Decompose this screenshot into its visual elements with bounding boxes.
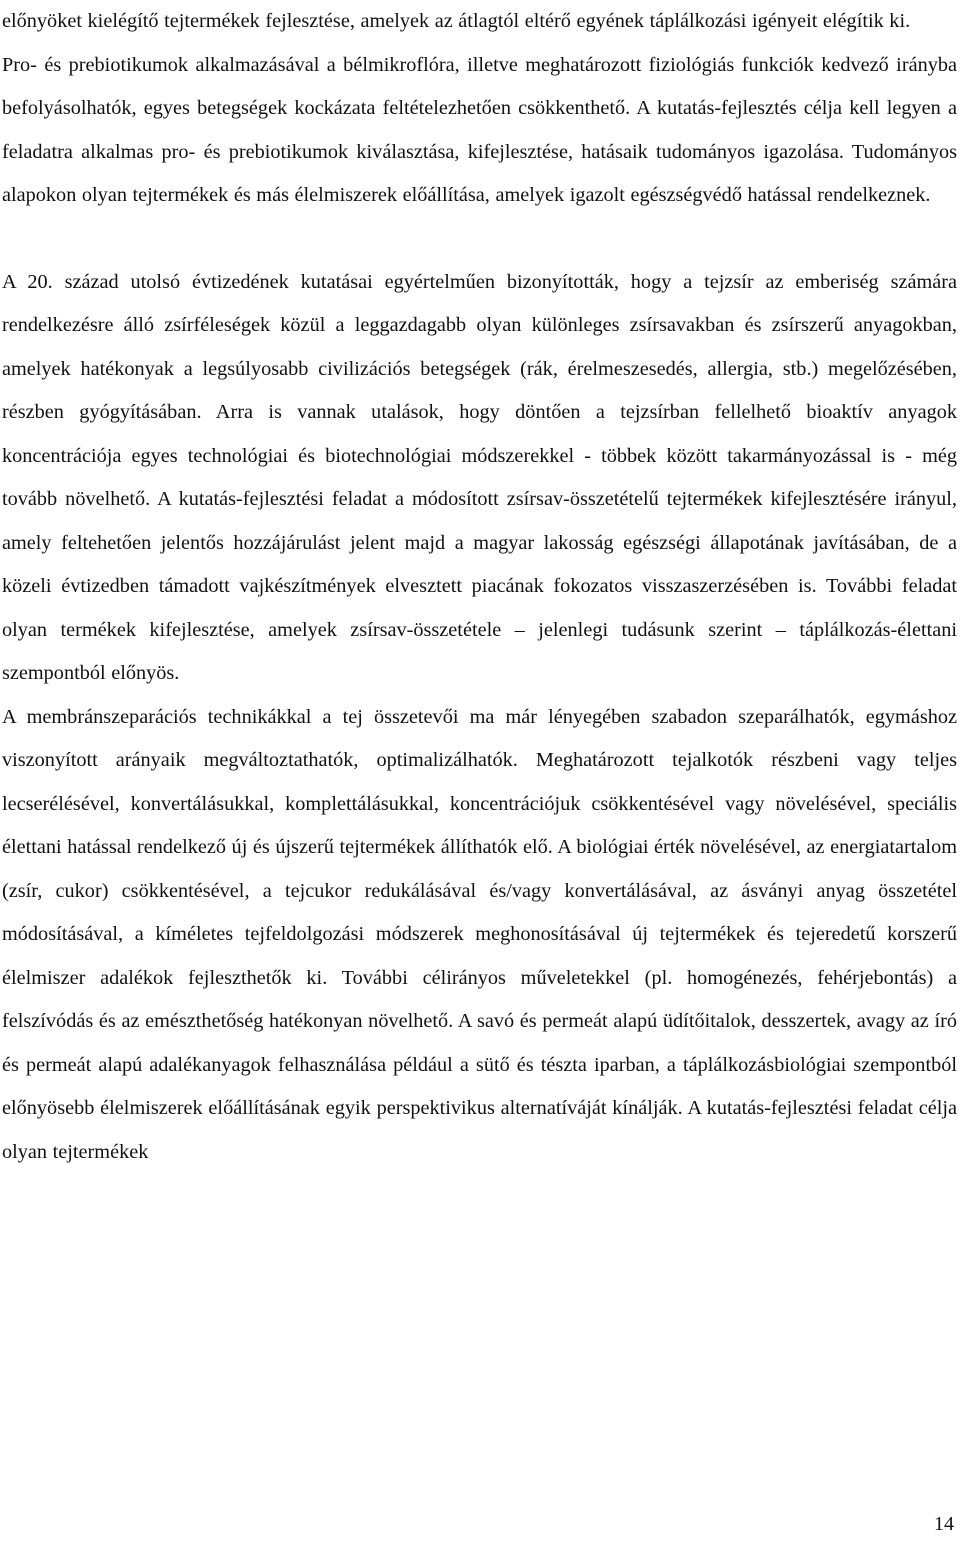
paragraph-milk-fat: A 20. század utolsó évtizedének kutatásai egyértelműen bizonyították, hogy a tejzsír az emberiség számára rendelkezésre álló zsírféleségek közül a leggazdagabb olyan különleges zsírsavakban és zsírszerű anyagokban, amelyek hatékonyak a legsúlyosabb civilizációs betegségek (rák, érelmeszesedés, allergia, stb.) megelőzésében, részben gyógyításában. Arra is vannak utalások, hogy döntően a tejzsírban fellelhető bioaktív anyagok koncentrációja egyes technológiai és biotechnológiai módszerekkel - többek között takarmányozással is - még tovább növelhető. A kutatás-fejlesztési feladat a módosított zsírsav-összetételű tejtermékek kifejlesztésére irányul, amely feltehetően jelentős hozzájárulást jelent majd a magyar lakosság egészségi állapotának javításában, de a közeli évtizedben támadott vajkészítmények elvesztett piacának fokozatos visszaszerzésében is. További feladat olyan termékek kifejlesztése, amelyek zsírsav-összetétele – jelenlegi tudásunk szerint – táplálkozás-élettani szempontból előnyös. (2, 270, 957, 684)
paragraph-spacer (2, 218, 957, 261)
paragraph-probiotics: Pro- és prebiotikumok alkalmazásával a bélmikroflóra, illetve meghatározott fiziológiás funkciók kedvező irányba befolyásolhatók, egyes betegségek kockázata feltételezhetően csökkenthető. A kutatás-fejlesztés célja kell legyen a feladatra alkalmas pro- és prebiotikumok kiválasztása, kifejlesztése, hatásaik tudományos igazolása. Tudományos alapokon olyan tejtermékek és más élelmiszerek előállítása, amelyek igazolt egészségvédő hatással rendelkeznek. (2, 53, 957, 206)
paragraph-membrane-separation: A membránszeparációs technikákkal a tej összetevői ma már lényegében szabadon szeparálhatók, egymáshoz viszonyított arányaik megváltoztathatók, optimalizálhatók. Meghatározott tejalkotók részbeni vagy teljes lecserélésével, konvertálásukkal, komplettálásukkal, koncentrációjuk csökkentésével vagy növelésével, speciális élettani hatással rendelkező új és újszerű tejtermékek állíthatók elő. A biológiai érték növelésével, az energiatartalom (zsír, cukor) csökkentésével, a tejcukor redukálásával és/vagy konvertálásával, az ásványi anyag összetétel módosításával, a kíméletes tejfeldolgozási módszerek meghonosításával új tejtermékek és tejeredetű korszerű élelmiszer adalékok fejleszthetők ki. További célirányos műveletekkel (pl. homogénezés, fehérjebontás) a felszívódás és az emészthetőség hatékonyan növelhető. A savó és permeát alapú üdítőitalok, desszertek, avagy az író és permeát alapú adalékanyagok felhasználása például a sütő és tészta iparban, a táplálkozásbiológiai szempontból előnyösebb élelmiszerek előállításának egyik perspektivikus alternatíváját kínálják. A kutatás-fejlesztési feladat célja olyan tejtermékek (2, 705, 957, 1163)
paragraph-continuation: előnyöket kielégítő tejtermékek fejlesztése, amelyek az átlagtól eltérő egyének táplálkozási igényeit elégítik ki. (2, 10, 911, 32)
document-body (2, 0, 957, 1174)
page-number: 14 (934, 1513, 954, 1535)
